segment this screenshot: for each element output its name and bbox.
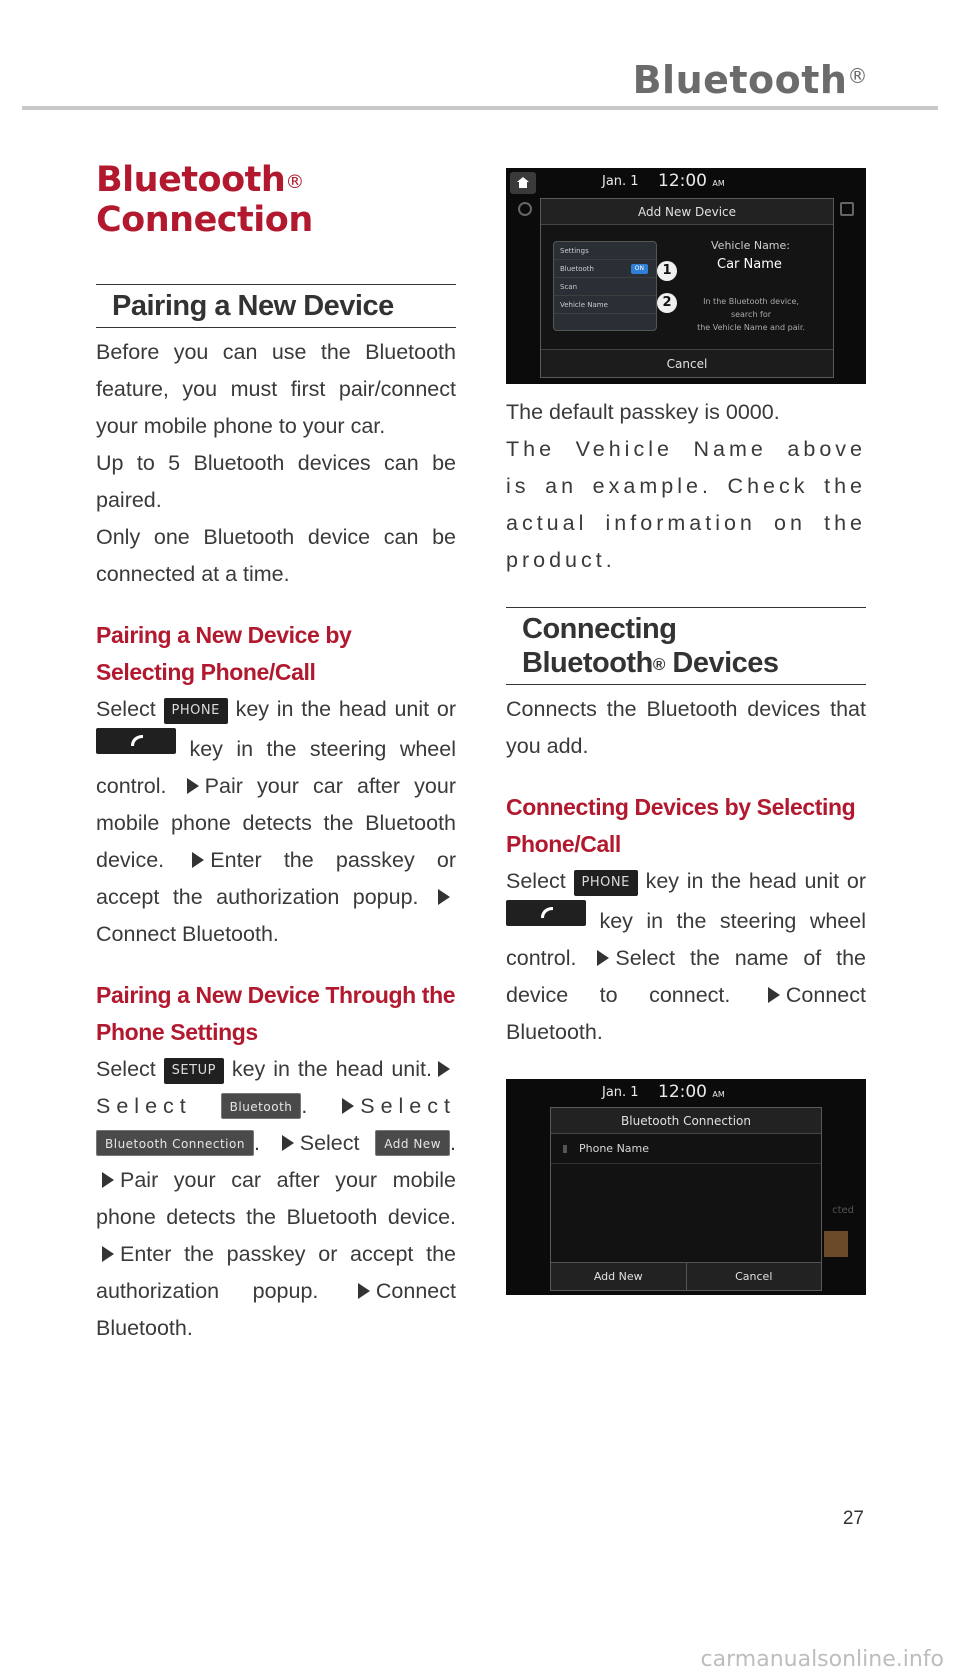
pairing-hint bbox=[671, 295, 831, 334]
step-arrow-icon bbox=[192, 852, 204, 868]
add-new-device-screenshot bbox=[506, 168, 866, 384]
preview-row: Settings bbox=[554, 242, 656, 260]
watermark: carmanualsonline.info bbox=[700, 1647, 944, 1672]
dialog-title: Bluetooth Connection bbox=[551, 1108, 821, 1134]
status-ampm: AM bbox=[712, 179, 725, 188]
step-text: Connect Bluetooth. bbox=[506, 983, 866, 1044]
callout-2: 2 bbox=[657, 293, 677, 313]
section-line2: Bluetooth bbox=[522, 647, 653, 679]
left-column bbox=[96, 160, 456, 1347]
step-arrow-icon bbox=[597, 950, 609, 966]
status-time bbox=[658, 1082, 725, 1102]
text-select: Select bbox=[96, 1094, 192, 1118]
dialog-buttons bbox=[551, 1262, 821, 1290]
text-select: Select bbox=[360, 1094, 456, 1118]
step-arrow-icon bbox=[768, 987, 780, 1003]
section-line1: Connecting bbox=[522, 613, 677, 645]
connects-paragraph: Connects the Bluetooth devices that you add. bbox=[506, 697, 866, 758]
page-title bbox=[96, 160, 456, 240]
vehicle-name-value: Car Name bbox=[717, 257, 782, 272]
step-text: Enter the passkey or accept the authorization popup. bbox=[96, 1242, 456, 1303]
status-time-value: 12:00 bbox=[658, 1082, 707, 1102]
intro-paragraph: Only one Bluetooth device can be connected at a time. bbox=[96, 525, 456, 586]
text-key-head-unit: key in the head unit. bbox=[231, 1057, 432, 1081]
section-reg: ® bbox=[652, 655, 665, 674]
on-toggle: ON bbox=[631, 264, 648, 274]
step-arrow-icon bbox=[282, 1135, 294, 1151]
subheading-connecting-phone-call: Connecting Devices by Selecting Phone/Call bbox=[506, 794, 856, 857]
vehicle-name-label: Vehicle Name: bbox=[711, 239, 790, 252]
preview-row-bluetooth bbox=[554, 260, 656, 278]
status-time-value: 12:00 bbox=[658, 171, 707, 191]
pairing-phone-call-steps bbox=[96, 691, 456, 953]
phone-handset-icon bbox=[128, 733, 146, 749]
section-heading-connecting bbox=[506, 607, 866, 685]
section-heading-pairing: Pairing a New Device bbox=[96, 284, 456, 328]
preview-row: Vehicle Name bbox=[554, 296, 656, 314]
step-text: Connect Bluetooth. bbox=[96, 1279, 456, 1340]
status-date: Jan. 1 bbox=[602, 1085, 639, 1100]
step-arrow-icon bbox=[102, 1246, 114, 1262]
dialog-title: Add New Device bbox=[541, 199, 833, 225]
background-thumbnail bbox=[824, 1231, 848, 1257]
settings-gear-icon bbox=[518, 202, 532, 216]
phone-settings-preview bbox=[553, 241, 657, 331]
text-select: Select bbox=[96, 1057, 156, 1081]
step-arrow-icon bbox=[438, 1061, 450, 1077]
right-column bbox=[506, 168, 866, 1295]
bluetooth-connection-dialog bbox=[550, 1107, 822, 1291]
text-key-steering: key in the steering wheel control. bbox=[506, 909, 866, 970]
setup-key: SETUP bbox=[164, 1058, 224, 1084]
intro-paragraph: Up to 5 Bluetooth devices can be paired. bbox=[96, 451, 456, 512]
phone-key: PHONE bbox=[574, 870, 638, 896]
bluetooth-connection-screenshot bbox=[506, 1079, 866, 1295]
add-new-device-dialog bbox=[540, 198, 834, 378]
text-period: . bbox=[301, 1094, 308, 1118]
step-arrow-icon bbox=[438, 889, 450, 905]
connects-text bbox=[506, 691, 866, 765]
text-key-steering: key in the steering wheel control. bbox=[96, 737, 456, 798]
running-header-reg: ® bbox=[847, 64, 868, 88]
page-title-reg: ® bbox=[285, 171, 304, 193]
device-name: Phone Name bbox=[579, 1142, 650, 1155]
cancel-button[interactable]: Cancel bbox=[541, 349, 833, 377]
phone-key: PHONE bbox=[164, 698, 228, 724]
subheading-pairing-phone-call: Pairing a New Device by Selecting Phone/Call bbox=[96, 622, 352, 685]
intro-text bbox=[96, 334, 456, 593]
section-line2-tail: Devices bbox=[672, 647, 779, 679]
status-date: Jan. 1 bbox=[602, 174, 639, 189]
text-select: Select bbox=[96, 697, 156, 721]
text-select: Select bbox=[299, 1131, 360, 1155]
page-number: 27 bbox=[842, 1508, 864, 1529]
text-key-head-unit: key in the head unit bbox=[645, 869, 840, 893]
preview-row-label: Bluetooth bbox=[560, 265, 594, 273]
status-time bbox=[658, 171, 725, 191]
header-rule bbox=[22, 106, 938, 110]
bluetooth-menu-key: Bluetooth bbox=[221, 1093, 302, 1119]
step-arrow-icon bbox=[342, 1098, 354, 1114]
page-title-line1: Bluetooth bbox=[96, 160, 286, 200]
example-note bbox=[506, 431, 866, 579]
screenshot-notes bbox=[506, 394, 866, 579]
hint-line: search for bbox=[730, 310, 772, 319]
step-text: Pair your car after your mobile phone detects the Bluetooth device. bbox=[96, 774, 456, 872]
background-text: cted bbox=[832, 1205, 854, 1216]
hint-line: In the Bluetooth device, bbox=[703, 297, 799, 306]
subheading-pairing-settings: Pairing a New Device Through the Phone Settings bbox=[96, 982, 456, 1045]
steering-call-key bbox=[506, 900, 586, 926]
step-text: Select the name of the device to connect. bbox=[506, 946, 866, 1007]
passkey-note: The default passkey is 0000. bbox=[506, 400, 780, 424]
hint-line: the Vehicle Name and pair. bbox=[697, 323, 805, 332]
step-text: Enter the passkey or accept the authorization popup. bbox=[96, 848, 456, 909]
phone-handset-icon bbox=[538, 905, 556, 921]
step-arrow-icon bbox=[102, 1172, 114, 1188]
running-header bbox=[633, 58, 868, 102]
intro-paragraph: Before you can use the Bluetooth feature, you must first pair/connect your mobile phone to your car. bbox=[96, 340, 456, 438]
step-arrow-icon bbox=[187, 778, 199, 794]
example-note-text: The Vehicle Name above is an example. Check the actual information on the product. bbox=[506, 437, 866, 572]
callout-1: 1 bbox=[657, 261, 677, 281]
bluetooth-connection-menu-key: Bluetooth Connection bbox=[96, 1130, 254, 1156]
pairing-settings-steps: Select SETUP key in the head unit.Select Bluetooth . Select Bluetooth Connection . Select Add New . Pair your car after your mobile phone detects the Bluetooth device. Enter the passkey or accept the authorization popup. Connect Bluetooth. bbox=[96, 1057, 456, 1340]
step-text: Connect Bluetooth. bbox=[96, 922, 279, 946]
page-title-line2: Connection bbox=[96, 200, 313, 240]
running-header-text: Bluetooth bbox=[632, 58, 848, 102]
text-or: or bbox=[846, 869, 866, 893]
back-icon bbox=[840, 202, 854, 216]
step-text: Pair your car after your mobile phone detects the Bluetooth device. bbox=[96, 1168, 456, 1229]
status-bar bbox=[506, 1079, 866, 1109]
text-or: or bbox=[436, 697, 456, 721]
text-key-head-unit: key in the head unit bbox=[235, 697, 430, 721]
device-list-item[interactable] bbox=[551, 1134, 821, 1164]
status-bar bbox=[506, 168, 866, 198]
status-ampm: AM bbox=[712, 1090, 725, 1099]
add-new-menu-key: Add New bbox=[375, 1130, 450, 1156]
connecting-steps bbox=[506, 863, 866, 1051]
add-new-button[interactable]: Add New bbox=[551, 1263, 686, 1290]
cancel-button[interactable]: Cancel bbox=[686, 1263, 822, 1290]
steering-call-key bbox=[96, 728, 176, 754]
preview-row: Scan bbox=[554, 278, 656, 296]
step-arrow-icon bbox=[358, 1283, 370, 1299]
text-select: Select bbox=[506, 869, 566, 893]
device-status-icon bbox=[563, 1145, 567, 1153]
